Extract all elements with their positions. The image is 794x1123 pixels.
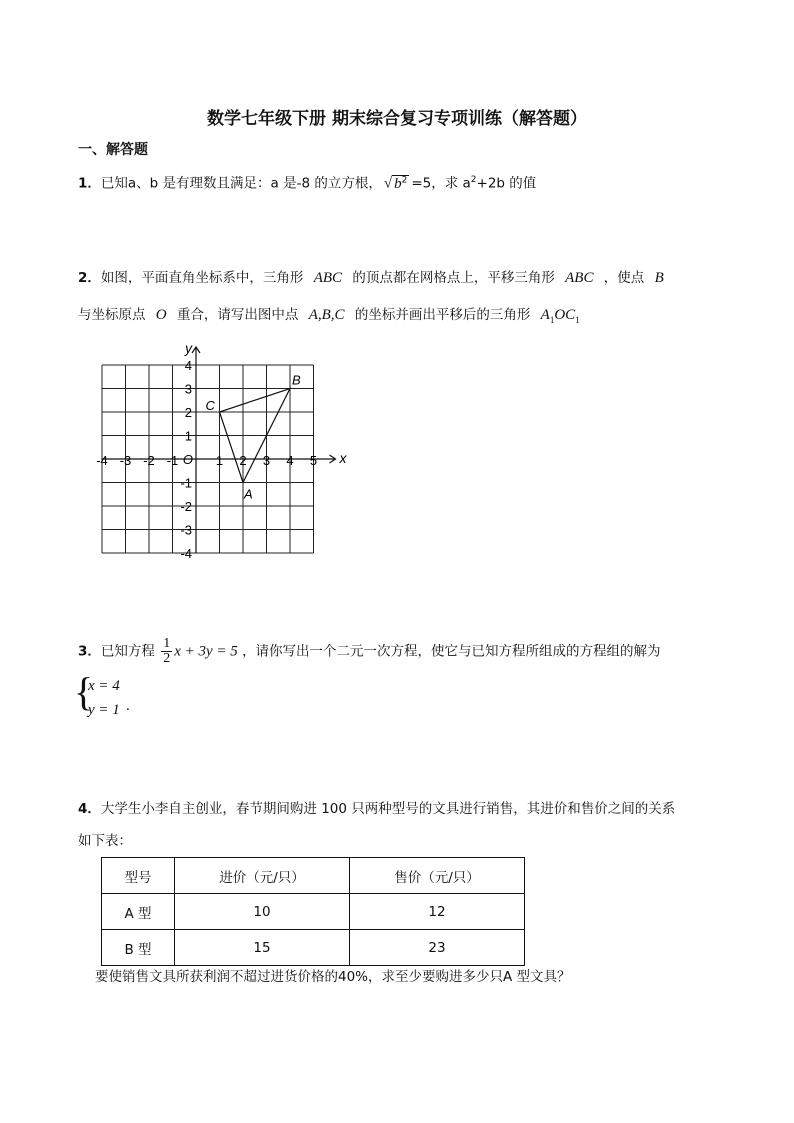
x-tick-label: 4 <box>286 453 294 468</box>
x-tick-label: -1 <box>166 453 179 468</box>
table-header-cell: 售价（元/只） <box>350 858 525 894</box>
question-2-line-2 <box>78 305 580 330</box>
table-header-cell: 型号 <box>102 858 175 894</box>
radical-sign: √ <box>383 175 393 192</box>
triangle-name: ABC <box>565 270 594 286</box>
table-cell: 12 <box>350 894 525 930</box>
question-number: 1． <box>78 175 101 192</box>
table-cell: A 型 <box>102 894 175 930</box>
table-row <box>102 894 525 930</box>
y-tick-label: 3 <box>184 381 192 397</box>
question-4-line-1 <box>78 799 675 819</box>
table-cell: 10 <box>175 894 350 930</box>
solution-y: y = 1 <box>88 702 120 718</box>
solution-x: x = 4 <box>88 678 120 694</box>
points-list: A,B,C <box>308 307 345 323</box>
q1-text-part: 已知a、b 是有理数且满足：a 是-8 的立方根， <box>100 175 382 192</box>
table-header-cell: 进价（元/只） <box>175 858 350 894</box>
question-1 <box>78 170 536 194</box>
label-b: B <box>292 372 301 388</box>
q4-text: 大学生小李自主创业，春节期间购进 100 只两种型号的文具进行销售，其进价和售价之间的关系 <box>100 801 676 817</box>
question-3-line-1 <box>78 637 661 666</box>
q3-text: ，请你写出一个二元一次方程，使它与已知方程所组成的方程组的解为 <box>242 643 661 660</box>
fraction-numerator: 1 <box>163 636 171 651</box>
x-tick-label: 5 <box>309 453 318 468</box>
y-tick-label: -3 <box>180 522 192 538</box>
q1-text-part: =5，求 a <box>411 175 471 192</box>
origin-label: O <box>182 452 193 467</box>
y-tick-label: -4 <box>180 546 192 561</box>
q2-text: ，使点 <box>603 270 645 286</box>
x-tick-label: -2 <box>143 453 155 468</box>
radicand <box>392 175 409 192</box>
q1-text-part: +2b 的值 <box>476 175 537 192</box>
x-tick-label: 2 <box>239 453 247 468</box>
x-tick-label: 1 <box>215 453 224 468</box>
label-a: A <box>244 486 253 502</box>
question-2-line-1 <box>78 268 664 288</box>
coordinate-graph <box>88 338 358 563</box>
table-header-row <box>102 858 525 894</box>
table-cell: B 型 <box>102 930 175 966</box>
table-cell: 23 <box>350 930 525 966</box>
axes <box>102 340 348 553</box>
question-4-line-2: 如下表： <box>78 833 132 849</box>
y-axis-label: y <box>185 340 192 356</box>
x-tick-label: -3 <box>119 453 132 468</box>
table-cell: 15 <box>175 930 350 966</box>
question-number: 2． <box>78 270 101 286</box>
price-table <box>101 857 525 966</box>
sqrt-expression <box>384 170 409 194</box>
subscript: 1 <box>575 315 580 325</box>
section-heading: 一、解答题 <box>78 142 148 158</box>
q2-text: 如图，平面直角坐标系中，三角形 <box>100 270 304 286</box>
triangle-name: ABC <box>313 270 343 286</box>
tri-vertex: OC <box>554 307 576 323</box>
x-tick-label: 3 <box>262 453 271 468</box>
y-tick-label: 1 <box>184 428 192 444</box>
page-title: 数学七年级下册 期末综合复习专项训练（解答题） <box>207 109 587 129</box>
label-c: C <box>205 398 215 413</box>
equation: x + 3y = 5 <box>174 643 238 660</box>
x-axis-label: x <box>339 450 347 466</box>
q2-text: 重合，请写出图中点 <box>176 307 299 323</box>
question-number: 4． <box>78 801 101 817</box>
q2-text: 的坐标并画出平移后的三角形 <box>354 307 531 323</box>
y-tick-label: -2 <box>180 499 192 514</box>
radicand-exponent: 2 <box>401 175 408 185</box>
fraction-denominator: 2 <box>163 651 171 666</box>
period: . <box>126 698 130 714</box>
translated-triangle-name <box>541 307 580 323</box>
radicand-variable: b <box>394 175 402 192</box>
table-row <box>102 930 525 966</box>
q2-text: 与坐标原点 <box>78 307 146 323</box>
y-tick-label: 4 <box>184 358 192 373</box>
point-name: B <box>654 270 664 286</box>
tri-vertex: A <box>540 307 550 323</box>
question-number: 3． <box>78 643 101 660</box>
exponent: 2 <box>470 175 477 185</box>
fraction-one-half <box>161 637 172 666</box>
point-name: O <box>155 307 167 323</box>
question-4-prompt: 要使销售文具所获利润不超过进货价格的40%，求至少要购进多少只A 型文具？ <box>95 969 571 985</box>
y-tick-label: 2 <box>184 405 192 420</box>
subscript: 1 <box>549 315 555 325</box>
y-tick-label: -1 <box>180 475 192 491</box>
q3-text: 已知方程 <box>100 643 155 660</box>
left-brace: { <box>74 669 94 714</box>
x-tick-label: -4 <box>96 453 108 468</box>
q2-text: 的顶点都在网格点上，平移三角形 <box>352 270 555 286</box>
